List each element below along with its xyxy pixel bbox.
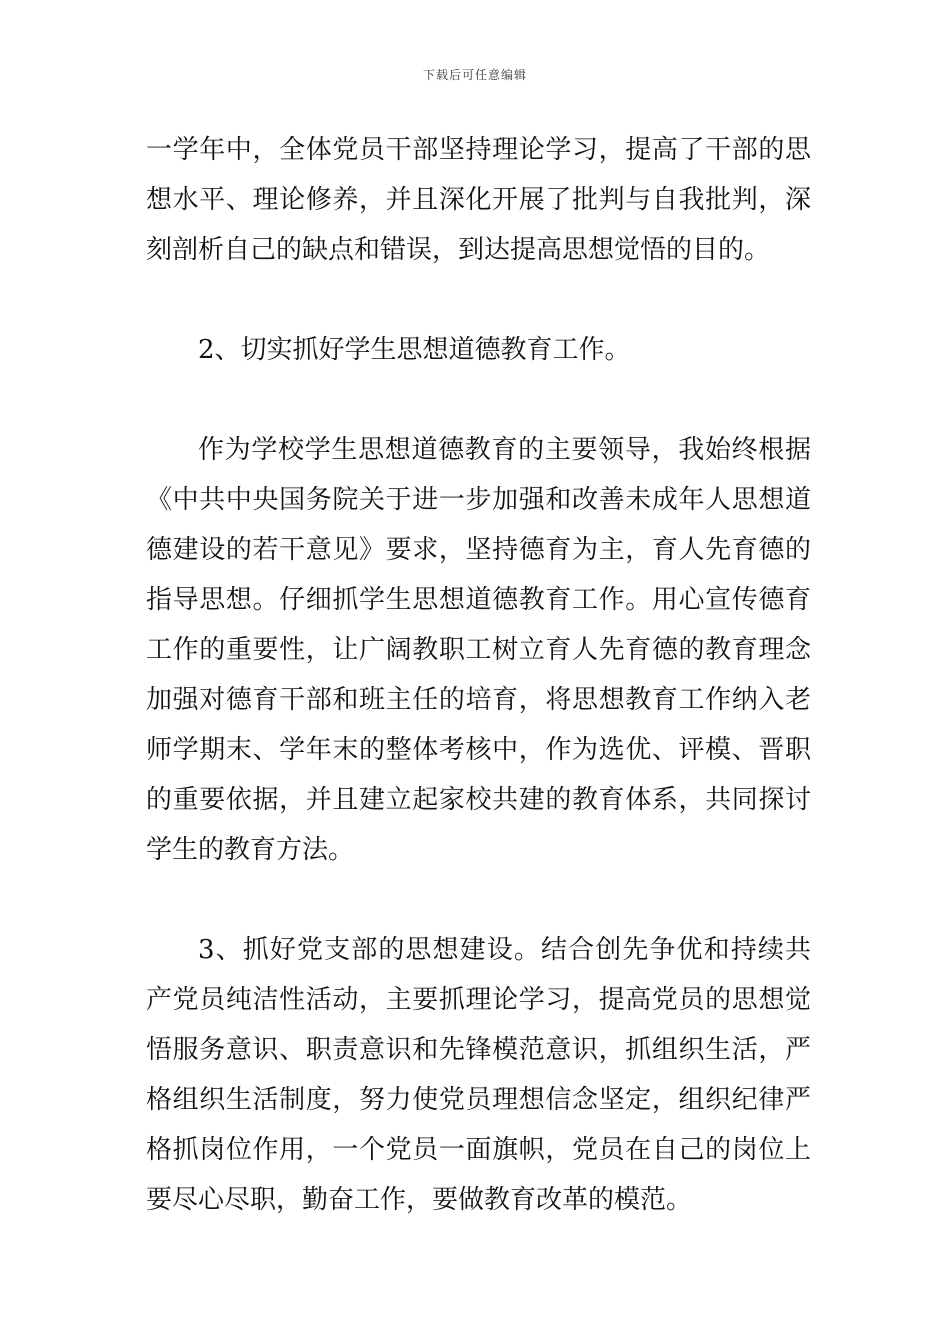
paragraph-3: 作为学校学生思想道德教育的主要领导，我始终根据《中共中央国务院关于进一步加强和改善未成年人思想道德建设的若干意见》要求，坚持德育为主，育人先育德的指导思想。仔细抓学生思想道德教育工作。用心宣传德育工作的重要性，让广阔教职工树立育人先育德的教育理念加强对德育干部和班主任的培育，将思想教育工作纳入老师学期末、学年末的整体考核中，作为选优、评模、晋职的重要依据，并且建立起家校共建的教育体系，共同探讨学生的教育方法。: [146, 435, 811, 865]
paragraph-spacer: [146, 375, 811, 425]
paragraph-1: 一学年中，全体党员干部坚持理论学习，提高了干部的思想水平、理论修养，并且深化开展了批判与自我批判，深刻剖析自己的缺点和错误，到达提高思想觉悟的目的。: [146, 135, 811, 265]
paragraph-spacer: [146, 275, 811, 325]
paragraph-spacer: [146, 875, 811, 925]
document-body: [146, 125, 811, 1225]
paragraph-2-heading: 2、切实抓好学生思想道德教育工作。: [198, 335, 631, 365]
header-note: 下载后可任意编辑: [422, 68, 527, 82]
paragraph-4: 3、抓好党支部的思想建设。结合创先争优和持续共产党员纯洁性活动，主要抓理论学习，提高党员的思想觉悟服务意识、职责意识和先锋模范意识，抓组织生活，严格组织生活制度，努力使党员理想信念坚定，组织纪律严格抓岗位作用，一个党员一面旗帜，党员在自己的岗位上要尽心尽职，勤奋工作，要做教育改革的模范。: [146, 935, 811, 1215]
